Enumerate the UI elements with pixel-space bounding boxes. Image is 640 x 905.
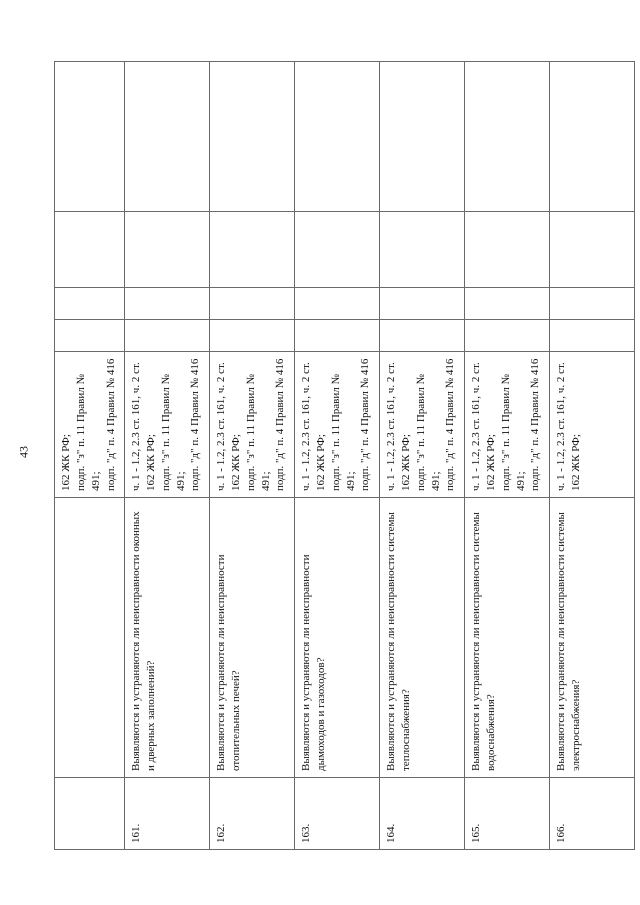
checklist-table-body: [55, 62, 635, 850]
row-number-cell: 166.: [550, 778, 635, 850]
not-applicable-cell: [380, 212, 465, 288]
answer-yes-cell: [380, 320, 465, 352]
answer-no-cell: [380, 288, 465, 320]
notes-cell: [210, 62, 295, 212]
table-row: [295, 62, 380, 850]
row-number-cell: 162.: [210, 778, 295, 850]
answer-no-cell: [465, 288, 550, 320]
not-applicable-cell: [295, 212, 380, 288]
not-applicable-cell: [550, 212, 635, 288]
page-number: 43: [16, 446, 31, 458]
notes-cell: [295, 62, 380, 212]
answer-no-cell: [295, 288, 380, 320]
legal-reference-cell: ч. 1 - 1.2, 2.3 ст. 161, ч. 2 ст. 162 ЖК РФ; подп. "з" п. 11 Правил № 491; подп. "д" п. 4 Правил № 416: [465, 352, 550, 498]
legal-reference-cell: 162 ЖК РФ; подп. "з" п. 11 Правил № 491; подп. "д" п. 4 Правил № 416: [55, 352, 125, 498]
not-applicable-cell: [465, 212, 550, 288]
answer-yes-cell: [55, 320, 125, 352]
question-cell: Выявляются и устраняются ли неисправности системы электроснабжения?: [550, 498, 635, 778]
answer-yes-cell: [125, 320, 210, 352]
answer-yes-cell: [465, 320, 550, 352]
checklist-table-wrapper: [54, 62, 586, 850]
not-applicable-cell: [210, 212, 295, 288]
table-row: [125, 62, 210, 850]
table-row: [380, 62, 465, 850]
answer-no-cell: [55, 288, 125, 320]
row-number-cell: [55, 778, 125, 850]
legal-reference-cell: ч. 1 - 1.2, 2.3 ст. 161, ч. 2 ст. 162 ЖК РФ; подп. "з" п. 11 Правил № 491; подп. "д" п. 4 Правил № 416: [295, 352, 380, 498]
legal-reference-cell: ч. 1 - 1.2, 2.3 ст. 161, ч. 2 ст. 162 ЖК РФ; подп. "з" п. 11 Правил № 491; подп. "д" п. 4 Правил № 416: [380, 352, 465, 498]
question-cell: [55, 498, 125, 778]
answer-yes-cell: [210, 320, 295, 352]
answer-no-cell: [125, 288, 210, 320]
notes-cell: [125, 62, 210, 212]
answer-yes-cell: [295, 320, 380, 352]
not-applicable-cell: [55, 212, 125, 288]
question-cell: Выявляются и устраняются ли неисправности системы водоснабжения?: [465, 498, 550, 778]
checklist-table: [54, 61, 635, 850]
row-number-cell: 164.: [380, 778, 465, 850]
row-number-cell: 161.: [125, 778, 210, 850]
legal-reference-cell: ч. 1 - 1.2, 2.3 ст. 161, ч. 2 ст. 162 ЖК РФ; подп. "з" п. 11 Правил № 491; подп. "д" п. 4 Правил № 416: [125, 352, 210, 498]
notes-cell: [55, 62, 125, 212]
notes-cell: [550, 62, 635, 212]
question-cell: Выявляются и устраняются ли неисправности системы теплоснабжения?: [380, 498, 465, 778]
legal-reference-cell: ч. 1 - 1.2, 2.3 ст. 161, ч. 2 ст. 162 ЖК РФ;: [550, 352, 635, 498]
question-cell: Выявляются и устраняются ли неисправности дымоходов и газоходов?: [295, 498, 380, 778]
notes-cell: [380, 62, 465, 212]
question-cell: Выявляются и устраняются ли неисправности оконных и дверных заполнений?: [125, 498, 210, 778]
row-number-cell: 165.: [465, 778, 550, 850]
answer-yes-cell: [550, 320, 635, 352]
table-row: [210, 62, 295, 850]
table-row: [55, 62, 125, 850]
answer-no-cell: [550, 288, 635, 320]
answer-no-cell: [210, 288, 295, 320]
question-cell: Выявляются и устраняются ли неисправности отопительных печей?: [210, 498, 295, 778]
not-applicable-cell: [125, 212, 210, 288]
table-row: [465, 62, 550, 850]
table-row: [550, 62, 635, 850]
notes-cell: [465, 62, 550, 212]
row-number-cell: 163.: [295, 778, 380, 850]
legal-reference-cell: ч. 1 - 1.2, 2.3 ст. 161, ч. 2 ст. 162 ЖК РФ; подп. "з" п. 11 Правил № 491; подп. "д" п. 4 Правил № 416: [210, 352, 295, 498]
